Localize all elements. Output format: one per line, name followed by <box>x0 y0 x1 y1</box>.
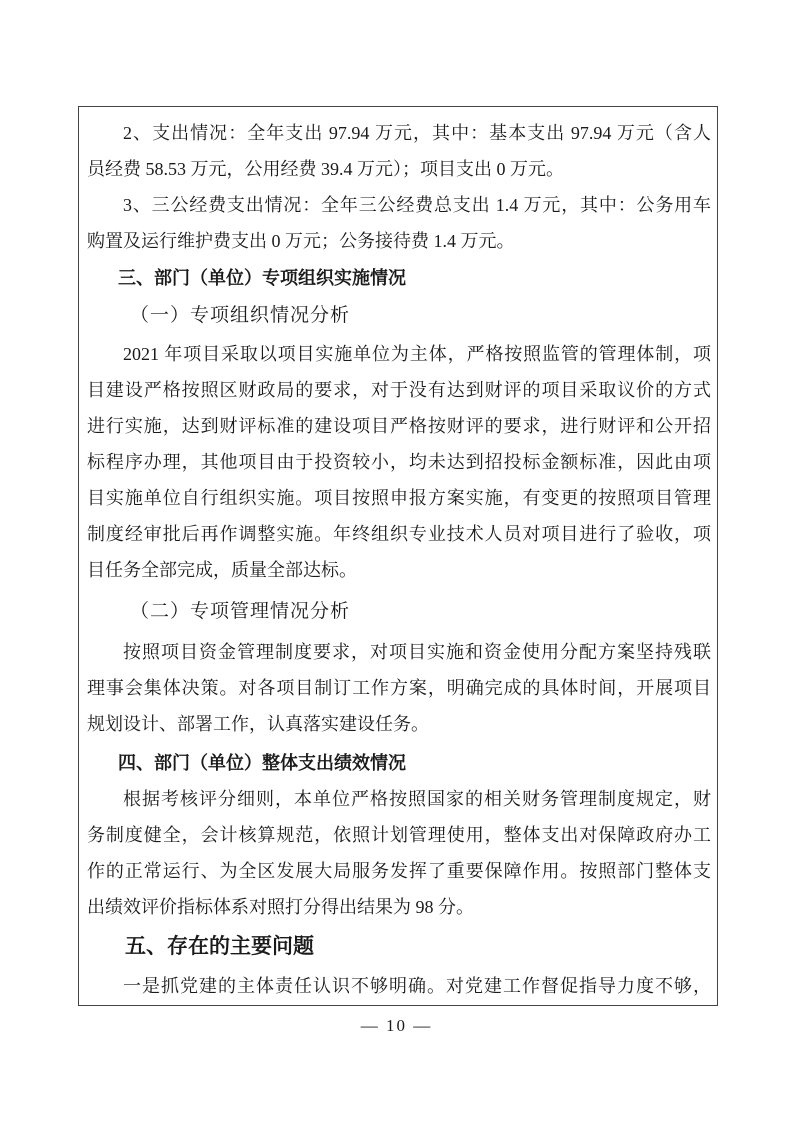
paragraph-line: 根据考核评分细则，本单位严格按照国家的相关财务管理制度规定，财 <box>123 789 711 809</box>
paragraph-line: 按照项目资金管理制度要求，对项目实施和资金使用分配方案坚持残联 <box>123 642 711 662</box>
section-heading-3: 三、部门（单位）专项组织实施情况 <box>118 268 406 288</box>
paragraph-line: 进行实施，达到财评标准的建设项目严格按财评的要求，进行财评和公开招 <box>87 416 711 436</box>
paragraph-line: 目建设严格按照区财政局的要求，对于没有达到财评的项目采取议价的方式 <box>87 380 711 400</box>
paragraph-line: 一是抓党建的主体责任认识不够明确。对党建工作督促指导力度不够， <box>123 976 711 996</box>
paragraph-line: 购置及运行维护费支出 0 万元；公务接待费 1.4 万元。 <box>87 231 515 251</box>
paragraph-line: 理事会集体决策。对各项目制订工作方案，明确完成的具体时间，开展项目 <box>87 678 711 698</box>
section-heading-5: 五、存在的主要问题 <box>125 935 314 958</box>
paragraph-line: 规划设计、部署工作，认真落实建设任务。 <box>87 714 429 734</box>
subsection-heading-2: （二）专项管理情况分析 <box>130 601 351 622</box>
paragraph-line: 目实施单位自行组织实施。项目按照申报方案实施，有变更的按照项目管理 <box>87 488 711 508</box>
paragraph-line: 制度经审批后再作调整实施。年终组织专业技术人员对项目进行了验收，项 <box>87 524 711 544</box>
paragraph-line: 出绩效评价指标体系对照打分得出结果为 98 分。 <box>87 897 474 917</box>
paragraph-line: 2021 年项目采取以项目实施单位为主体，严格按照监管的管理体制，项 <box>123 344 711 364</box>
paragraph-line: 标程序办理，其他项目由于投资较小，均未达到招投标金额标准，因此由项 <box>87 452 711 472</box>
subsection-heading-1: （一）专项组织情况分析 <box>130 305 351 326</box>
paragraph-line: 目任务全部完成，质量全部达标。 <box>87 560 357 580</box>
section-heading-4: 四、部门（单位）整体支出绩效情况 <box>118 753 406 773</box>
paragraph-line: 务制度健全，会计核算规范，依照计划管理使用，整体支出对保障政府办工 <box>87 825 711 845</box>
paragraph-line: 作的正常运行、为全区发展大局服务发挥了重要保障作用。按照部门整体支 <box>87 861 711 881</box>
paragraph-line: 2、支出情况：全年支出 97.94 万元，其中：基本支出 97.94 万元（含人 <box>123 123 711 143</box>
page-number: — 10 — <box>360 1016 433 1035</box>
paragraph-line: 3、三公经费支出情况：全年三公经费总支出 1.4 万元，其中：公务用车 <box>123 195 711 215</box>
paragraph-line: 员经费 58.53 万元，公用经费 39.4 万元）；项目支出 0 万元。 <box>87 159 564 179</box>
